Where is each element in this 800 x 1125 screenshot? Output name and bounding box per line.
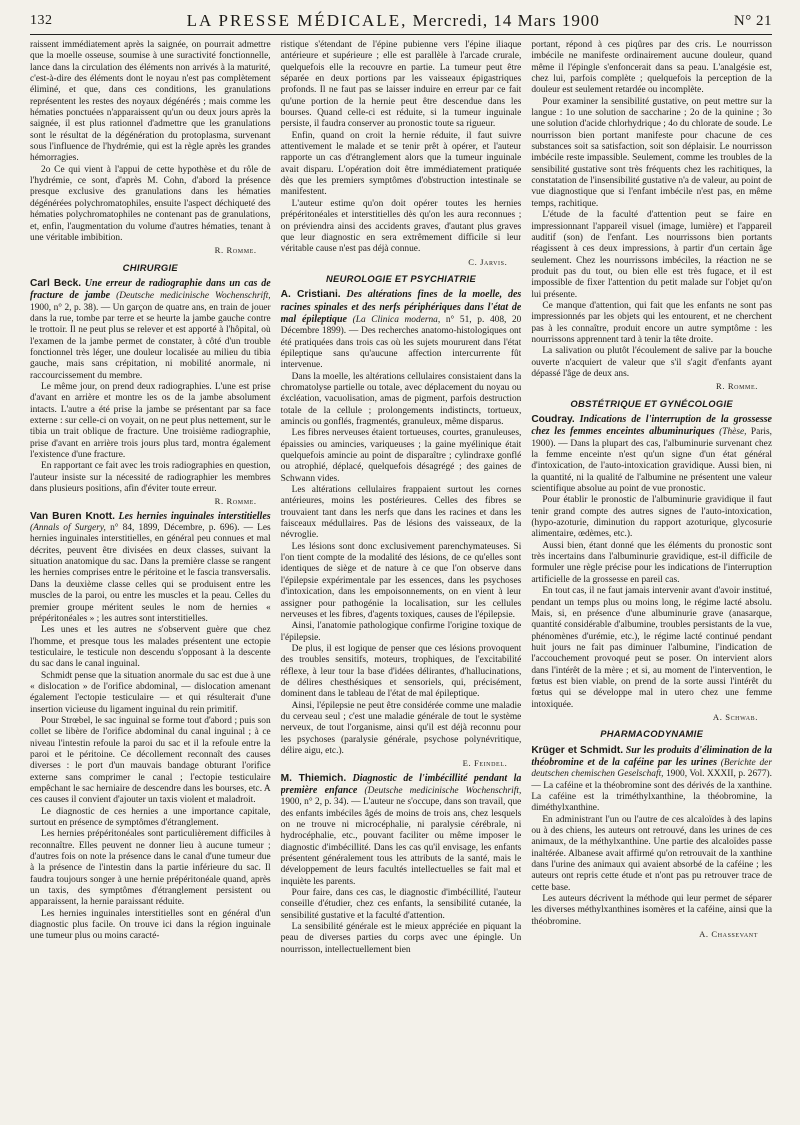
article-journal: (Deutsche medicinische Wochenschrift, [116, 291, 271, 302]
article-author: Coudray. [531, 414, 575, 425]
paragraph: ristique s'étendant de l'épine pubienne vers l'épine iliaque antérieure et supérieure ; elle est parallèle à l'arcade crurale, quelquefois elle la recouvre en partie. La tumeur peut être séparée en deux portions par les vaisseaux épigastriques profonds. Il ne faut pas se laisser induire en erreur par ce fait qu'une portion de la hernie peut être descendue dans les bourses. Quand celle-ci est réduite, si la tumeur inguinale persiste, il faudra conserver au pronostic toute sa rigueur. [280, 40, 522, 130]
paragraph: Enfin, quand on croit la hernie réduite, il faut suivre attentivement le malade et se tenir prêt à opérer, et l'auteur rapporte un cas d'étranglement alors que la tumeur inguinale avait disparu. L'opération doit être immédiatement pratiquée dès que les premiers symptômes d'obstruction intestinale se manifestent. [280, 130, 522, 198]
signature: R. Romme. [214, 245, 257, 256]
article-text: Dans la plupart des cas, l'albuminurie survenant chez la femme enceinte n'est qu'un signe d'un état général d'intoxication, de l'auto-intoxication gravidique. Aussi bien, ni la quantité, ni la qualité de l'albumine ne présentent une valeur scientifique absolue au point de vue pronostic. [531, 438, 772, 495]
signature: A. Schwab. [712, 711, 758, 722]
paragraph: De plus, il est logique de penser que ces lésions provoquent des troubles sensitifs, moteurs, trophiques, de l'excitabilité réflexe, à leur tour la base d'idées délirantes, d'hallucinations, de délires chesthésiques et sensoriels, qui, précisément, dominent dans le tableau de l'état de mal épileptique. [280, 643, 522, 700]
paragraph: Le diagnostic de ces hernies a une importance capitale, surtout en présence de symptômes d'étranglement. [30, 806, 271, 829]
article-title: Une erreur de radiographie dans un cas de fracture de jambe [30, 277, 271, 302]
article-text: Des recherches anatomo-histologiques ont été pratiquées dans trois cas où les sujets moururent dans l'état épileptique sans qu'aucune affection intercurrente fût intervenue. [280, 326, 522, 371]
article-author: M. Thiemich. [280, 772, 347, 784]
article-journal: (Annals of Surgery, [30, 523, 106, 534]
paragraph: La salivation ou plutôt l'écoulement de salive par la bouche ouverte n'acquiert de valeur que s'il s'agit d'enfants ayant dépassé l'âge de deux ans. [531, 346, 772, 379]
paragraph: 2o Ce qui vient à l'appui de cette hypothèse et du rôle de l'hydrémie, ce sont, d'après M. Cohn, d'abord la présence presque exclusive des granulations dans les hématies dégénérées polychromatophiles, ensuite l'aspect déchiqueté des hématies polychromatophiles ne contenant pas de granulations, et, enfin, l'augmentation du volume d'autres hématies, tenant à une véritable imbibition. [30, 164, 271, 243]
paragraph: Pour Strœbel, le sac inguinal se forme tout d'abord ; puis son collet se libère de l'orifice abdominal du canal inguinal ; à ce niveau l'intestin refoule la paroi du sac et il la refoule entre la paroi et le péritoine. Ce décollement reconnaît des causes diverses : le port d'un mauvais bandage obturant l'orifice externe sans comprimer le canal ; l'ectopie testiculaire empêchant le sac herniaire de descendre dans les bourses, etc. A ces causes il convient d'ajouter un taxis violent et maladroit. [30, 715, 271, 806]
article-journal: (Thèse, [719, 427, 747, 438]
paragraph: Les fibres nerveuses étaient tortueuses, courtes, granuleuses, épaissies ou amincies, variqueuses ; la gaine myélinique était quelquefois amincie au point de disparaître ; cylindraxe gonflé ou atrophié, déplacé, quelquefois désagrégé ; des gaines de Schwann vides. [280, 428, 522, 484]
paragraph: En tout cas, il ne faut jamais intervenir avant d'avoir institué, pendant un temps plus ou moins long, le régime lacté absolu. Mais, si, en présence d'une albuminurie grave (anasarque, quantité considérable d'albumine, troubles persistants de la vue, phénomènes d'urémie, etc.), le régime lacté continué pendant huit jours ne fait pas diminuer l'albumine, l'indication de l'accouchement provoqué peut se poser. On intervient alors dans l'intérêt de la mère ; et si, au moment de l'intervention, le fœtus est bien viable, on prend de la sorte aussi l'intérêt du fœtus qui se développe mal in utero chez une femme intoxiquée. [531, 586, 772, 710]
column-2 [281, 40, 522, 1117]
paragraph: Le même jour, on prend deux radiographies. L'une est prise d'avant en arrière et montre les os de la jambe absolument intacts. L'autre a été prise la jambe se présentant par sa face externe : sur celle-ci on voyait, on ne peut plus nettement, sur le tibia un trait oblique de fracture. Une troisième radiographie, prise d'avant en arrière trois jours plus tard, montra également l'existence d'une fracture. [30, 381, 271, 461]
signature: R. Romme. [716, 381, 758, 392]
paragraph: L'auteur estime qu'on doit opérer toutes les hernies prépéritonéales et interstitielles dès qu'on les aura reconnues ; on préviendra ainsi des accidents graves, d'autant plus graves que leur diagnostic en sera extrêmement difficile si leur véritable cause n'est pas déjà connue. [280, 198, 522, 255]
article-columns [30, 40, 772, 1117]
article-author: Krüger et Schmidt. [531, 744, 624, 756]
journal-name: LA PRESSE MÉDICALE, [186, 11, 408, 30]
article-lead [531, 414, 772, 495]
paragraph: En rapportant ce fait avec les trois radiographies en question, l'auteur insiste sur la nécessité de radiographier les membres dans plusieurs positions, afin d'éviter toute erreur. [30, 461, 271, 495]
article-author: A. Cristiani. [280, 289, 341, 301]
signature: C. Jarvis. [468, 256, 508, 267]
running-header [30, 8, 772, 35]
article-reference: 1900, n° 2, p. 38). — [30, 302, 111, 313]
article-journal: (La Clinica moderna, [352, 314, 441, 325]
article-lead [531, 745, 772, 815]
page-number: 132 [30, 13, 53, 28]
article-author: Van Buren Knott. [30, 510, 115, 522]
article-reference: Paris, 1900). — [531, 427, 772, 449]
paragraph: Pour établir le pronostic de l'albuminurie gravidique il faut tenir grand compte des autres signes de l'auto-intoxication, (hypo-azoturie, diminution du rapport azoturique, glycosurie alimentaire, œdèmes, etc.). [531, 495, 772, 540]
signature: R. Romme. [214, 496, 257, 507]
paragraph: Ainsi, l'anatomie pathologique confirme l'origine toxique de l'épilepsie. [280, 621, 522, 643]
paragraph: La sensibilité générale est le mieux appréciée en piquant la peau de diverses parties du corps avec une épingle. Un nourrisson, intellectuellement bien [280, 922, 522, 955]
paragraph: Les hernies prépéritonéales sont particulièrement difficiles à reconnaître. Elles peuvent ne donner lieu à aucune tumeur ; d'autres fois on note la présence dans le canal d'une tumeur due à la présence de l'intestin dans la partie inférieure du sac. Il faudra toujours songer à une hernie prépéritonéale quand, après un taxis, des symptômes d'étranglement persistent ou apparaissent, la hernie paraissant réduite. [30, 829, 271, 908]
paragraph: Ce manque d'attention, qui fait que les enfants ne sont pas impressionnés par les objets qui les entourent, et ne cherchent pas à les connaître, produit encore un autre symptôme : les nourrissons apprennent tard à tenir la tête droite. [531, 300, 772, 345]
article-lead [30, 278, 271, 382]
article-reference: n° 84, 1899, Décembre, p. 696). — [110, 523, 253, 534]
section-heading-obstetrique: OBSTÉTRIQUE ET GYNÉCOLOGIE [570, 397, 733, 409]
paragraph: Aussi bien, étant donné que les éléments du pronostic sont très incertains dans l'albuminurie gravidique, est-il difficile de formuler une règle précise pour les indications de l'interruption artificielle de la grossesse en pareil cas. [531, 540, 772, 585]
article-text: La caféine et la théobromine sont des dérivés de la xanthine. La caféine est la triméthylxanthine, la théobromine, la diméthylxanthine. [531, 780, 772, 814]
column-1 [30, 40, 271, 1117]
article-author: Carl Beck. [30, 277, 82, 289]
signature: E. Feindel. [462, 758, 508, 769]
section-heading-neurologie: NEUROLOGIE ET PSYCHIATRIE [325, 272, 477, 284]
article-journal: (Deutsche medicinische Wochenschrift, [364, 786, 522, 796]
paragraph: Schmidt pense que la situation anormale du sac est due à une « dislocation » de l'orifice abdominal, — dislocation amenant également l'ectopie testiculaire — et qui résulterait d'une insertion vicieuse du ligament inguinal du rein primitif. [30, 670, 271, 715]
paragraph: Pour examiner la sensibilité gustative, on peut mettre sur la langue : 1o une solution de saccharine ; 2o de la quinine ; 3o une solution d'acide chlorhydrique ; 4o du chlorate de soude. Le nourrisson bien portant manifeste pour chacune de ces substances soit sa satisfaction, soit son déplaisir. Le nourrisson imbécile reste impassible. Seulement, comme les troubles de la sensibilité gustative sont très fréquents chez les rachitiques, la constatation de l'insensibilité gustative n'a de valeur, au point de vue diagnostique que si l'enfant imbécile n'est pas, en même temps, rachitique. [531, 96, 772, 209]
column-3 [531, 40, 772, 1117]
paragraph: Les unes et les autres ne s'observent guère que chez l'homme, et presque tous les malades présentent une ectopie testiculaire, le testicule non descendu s'opposant à la descente du sac dans le canal inguinal. [30, 625, 271, 670]
article-reference: n° 51, p. 408, 20 Décembre 1899). — [280, 314, 522, 337]
article-title: Des altérations fines de la moelle, des racines spinales et des nerfs périphériques dans l'état de mal épileptique [280, 289, 522, 325]
article-lead [281, 773, 522, 888]
article-title: Les hernies inguinales interstitielles [118, 510, 271, 522]
article-text: Les hernies inguinales interstitielles, en général peu connues et mal décrites, peuvent être divisées en deux classes, suivant la situation anatomique du sac. Dans la première classe se rangent les hernies comprises entre le péritoine et le fascia transversalis. Dans la deuxième classe celles qui se produisent entre les muscles de la paroi, ou entre les muscles et la peau. Celles du premier groupe méritent seules le nom de hernies « prépéritonéales » ; les autres sont interstitielles. [30, 523, 271, 624]
signature: A. Chassevant [699, 929, 758, 940]
issue-date: Mercredi, 14 Mars 1900 [412, 11, 600, 30]
paragraph: Ainsi, l'épilepsie ne peut être considérée comme une maladie du cerveau seul ; c'est une maladie générale de tout le système nerveux, de tout l'organisme, ainsi qu'il est déjà reconnu pour les psychoses (paralysie générale, psychose polynévritique, délire aigu, etc.). [280, 700, 522, 756]
article-text: Un garçon de quatre ans, en train de jouer dans la rue, tombe par terre et se heurte la jambe gauche contre le trottoir. Il ne peut plus se relever et est apporté à l'hôpital, où l'examen de la jambe permet de constater, à côté d'un trouble fonctionnel très léger, une douleur localisée au milieu du tibia gauche, mais sans crépitation, ni mobilité anormale, ni raccourcissement du membre. [30, 302, 271, 381]
paragraph: Les hernies inguinales interstitielles sont en général d'un diagnostic plus facile. On trouve ici dans la région inguinale une tumeur plus ou moins caracté- [30, 908, 271, 942]
section-heading-chirurgie: CHIRURGIE [122, 261, 178, 273]
paragraph: En administrant l'un ou l'autre de ces alcaloïdes à des lapins ou à des chiens, les auteurs ont retrouvé, dans les urines de ces animaux, de la méthylxanthine. Une partie des alcaloïdes passe inaltérée. Albanese avait affirmé qu'on retrouvait de la xanthine dans l'urine des animaux qui avaient absorbé de la caféine ; les auteurs ont repris cette étude et n'ont pas pu retrouver trace de cette base. [531, 814, 772, 893]
article-reference: 1900, Vol. XXXII, p. 2677). — [531, 769, 772, 791]
article-text: L'auteur ne s'occupe, dans son travail, que des enfants imbéciles âgés de moins de trois ans, chez lesquels on ne trouve ni microcéphalie, ni paralysie cérébrale, ni hydrocéphalie, etc., pouvant faciliter ou même imposer le diagnostic d'imbécillité. Dans les cas qu'il envisage, les enfants présentent généralement tous les attributs de la santé, mais le développement de leurs facultés intellectuelles se fait mal et inquiète les parents. [280, 797, 522, 887]
article-title: Sur les produits d'élimination de la théobromine et de la caféine par les urines [531, 744, 772, 768]
paragraph: Dans la moelle, les altérations cellulaires consistaient dans la chromatolyse partielle ou totale, avec déplacement du noyau ou éxcléation, vacuolisation, amas de pigment, parfois destruction totale de la cellule ; prolongements indistincts, tortueux, amincis ou gonflés, fragmentés, granuleux, même disparus. [280, 371, 522, 427]
paragraph: Les lésions sont donc exclusivement parenchymateuses. Si l'on tient compte de la modalité des lésions, de ce qu'elles sont identiques de siège et de nature à ce que l'on observe dans l'épilepsie expérimentale par les essences, dans les psychoses d'intoxication, dans les empoisonnements, on en vient à leur assigner pour pathogénie la localisation, sur les cellules nerveuses et les fibres, d'agents toxiques, causes de l'épilepsie. [280, 541, 522, 620]
paragraph: Pour faire, dans ces cas, le diagnostic d'imbécillité, l'auteur conseille d'étudier, chez ces enfants, la sensibilité cutanée, la sensibilité gustative et la faculté d'attention. [280, 888, 522, 921]
issue-number: N° 21 [733, 12, 772, 29]
article-reference: 1900, n° 2, p. 34). — [280, 797, 361, 808]
paragraph: raissent immédiatement après la saignée, on pourrait admettre que la moelle osseuse, soumise à une suractivité fonctionnelle, lance dans la circulation des éléments non arrivés à la maturité, c'est-à-dire des éléments dont le noyau n'est pas complètement éliminé, et que, dans ces conditions, les granulations représentent les restes des noyaux dégénérés ; mais comme les hématies ponctuées n'apparaissent qu'un ou deux jours après la saignée, il est plus rationnel d'admettre que les granulations sont le résultat de la dégénération du protoplasma, survenant sous l'influence de l'hydrémie, qui est la règle après les grandes hémorragies. [30, 40, 271, 164]
article-lead [30, 511, 271, 625]
paragraph: L'étude de la faculté d'attention peut se faire en impressionnant l'appareil visuel (image, lumière) et l'appareil auditif (son) de l'enfant. Les nourrissons bien portants réagissent à ces deux impressions, à partir d'un certain âge seulement. Chez les nourrissons imbéciles, la réaction ne se produit pas du tout, ou bien elle est très fugace, et il est impossible de fixer l'attention du petit malade sur l'objet qu'on lui présente. [531, 210, 772, 300]
article-title: Indications de l'interruption de la grossesse chez les femmes enceintes albuminuriques [531, 414, 772, 438]
article-journal: (Berichte der deutschen chemischen Geselschaft, [531, 757, 772, 780]
journal-title [53, 11, 734, 31]
article-title: Diagnostic de l'imbécillité pendant la première enfance [280, 772, 522, 796]
paragraph: Les auteurs décrivent la méthode qui leur permet de séparer les diverses méthylxanthines isomères et la caféine, ainsi que la théobromine. [531, 894, 772, 927]
paragraph: portant, répond à ces piqûres par des cris. Le nourrisson imbécile ne manifeste ordinairement aucune douleur, quand même il l'épingle s'enfoncerait dans sa peau. L'analgésie est, chez lui, parfois complète ; quelquefois la perception de la douleur est seulement retardée ou incomplète. [531, 40, 772, 96]
paragraph: Les altérations cellulaires frappaient surtout les cornes antérieures, moins les postérieures. Celles des fibres se trouvaient tant dans les nerfs que dans les racines et dans les faisceaux médullaires. Pas de lésions des vaisseaux, de la névroglie. [280, 485, 522, 541]
section-heading-pharmacodynamie: PHARMACODYNAMIE [600, 728, 704, 740]
article-lead [281, 289, 522, 371]
